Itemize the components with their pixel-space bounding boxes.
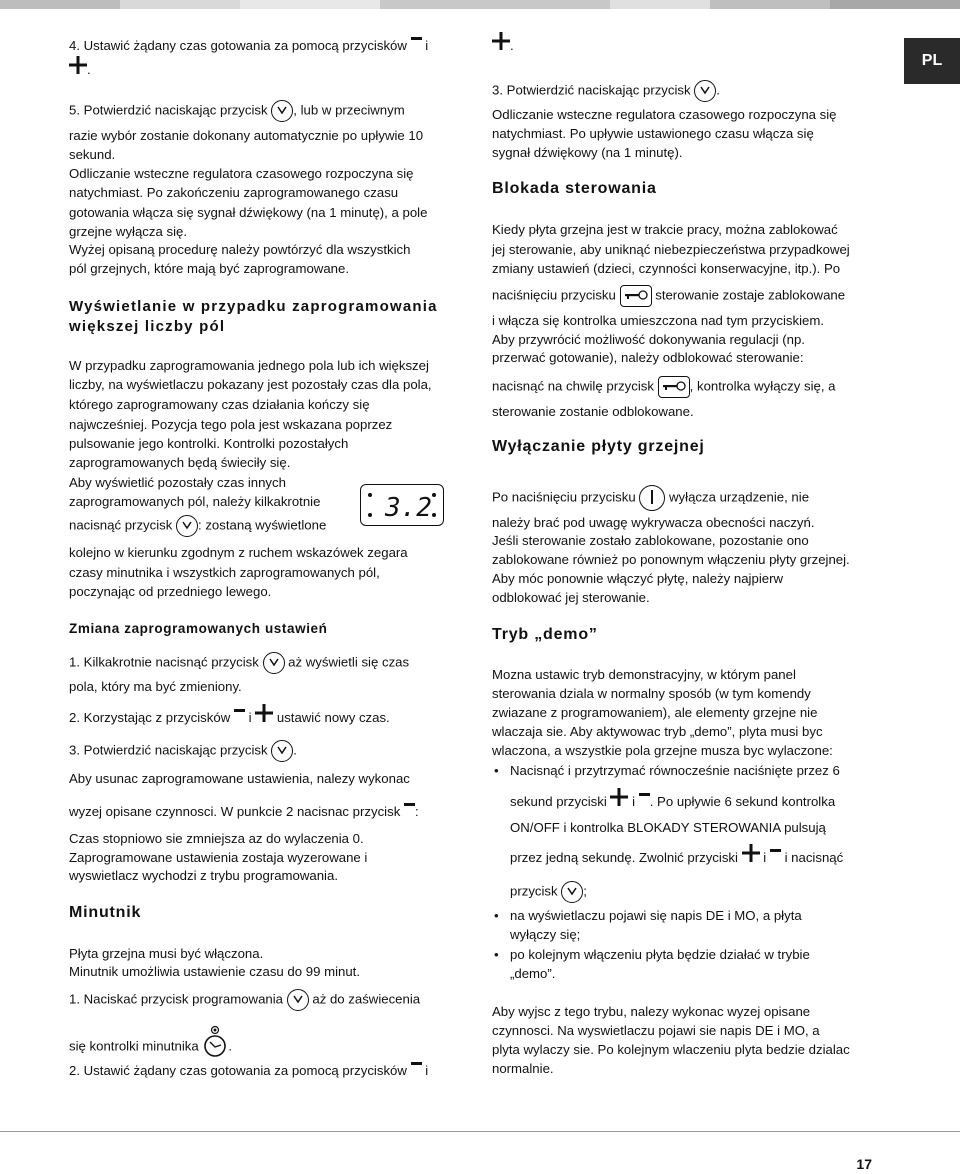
paragraph-line: Jeśli sterowanie zostało zablokowane, pozostanie ono	[492, 533, 809, 548]
paragraph-line: czynnosci. Na wyswietlaczu pojawi sie napis DE i MO, a	[492, 1023, 820, 1038]
bullet: •	[494, 908, 499, 923]
text: aż do zaświecenia	[312, 991, 421, 1007]
text: i	[632, 794, 636, 809]
paragraph-line: Kiedy płyta grzejna jest w trakcie pracy, można zablokować	[492, 222, 838, 237]
text: wyzej opisane czynnosci. W punkcie 2 nacisnac przycisk	[69, 804, 401, 819]
change-step-3	[69, 740, 297, 762]
paragraph-line: Aby przywrócić możliwość dokonywania regulacji (np.	[492, 332, 805, 347]
timer-indicator-line	[69, 1030, 232, 1064]
paragraph-line: i włącza się kontrolka umieszczona nad tym przyciskiem.	[492, 313, 824, 328]
section-heading: Tryb „demo”	[492, 626, 598, 643]
paragraph-line: Aby wyjsc z tego trybu, nalezy wykonac wyzej opisane	[492, 1004, 811, 1019]
paragraph-line: zwiazane z programowaniem), ale elementy grzejne nie	[492, 705, 818, 720]
paragraph-line: najwcześniej. Pozycja tego pola jest wskazana poprzez	[69, 417, 393, 432]
unlock-line	[492, 376, 836, 398]
confirm-button-icon	[271, 740, 293, 762]
paragraph-line: natychmiast. Po upływie ustawionego czasu włącza się	[492, 126, 814, 141]
text: wyłącza urządzenie, nie	[669, 489, 810, 505]
paragraph-line: pól grzejnych, które mają być zaprogramowane.	[69, 261, 350, 276]
plus-icon	[492, 32, 510, 50]
paragraph-line: Wyżej opisaną procedurę należy powtórzyć dla wszystkich	[69, 242, 411, 257]
text: Po naciśnięciu przycisku	[492, 489, 636, 505]
timer-display-icon	[360, 484, 444, 526]
paragraph-line: razie wybór zostanie dokonany automatycznie po upływie 10	[69, 128, 424, 143]
text: 5. Potwierdzić naciskając przycisk	[69, 102, 268, 118]
text: 1. Kilkakrotnie nacisnąć przycisk	[69, 654, 259, 670]
text: , kontrolka wyłączy się, a	[689, 378, 836, 394]
paragraph-line: wlaczona, a wszystkie pola grzejne musza byc wylaczone:	[492, 743, 833, 758]
paragraph-line: przerwać gotowanie), należy odblokować sterowanie:	[492, 350, 804, 365]
text: i	[248, 710, 252, 725]
text: nacisnąć na chwilę przycisk	[492, 378, 654, 394]
section-heading: Zmiana zaprogramowanych ustawień	[69, 621, 328, 636]
text: :	[414, 804, 419, 819]
paragraph-line: po kolejnym włączeniu płyta będzie działać w trybie	[510, 947, 810, 962]
paragraph-line: liczby, na wyświetlaczu pokazany jest pozostały czas dla pola,	[69, 377, 432, 392]
text: i nacisnąć	[784, 850, 844, 865]
text: 3. Potwierdzić naciskając przycisk	[69, 742, 268, 758]
section-heading: Blokada sterowania	[492, 180, 657, 197]
step-3-line	[492, 80, 720, 102]
text: .	[228, 1038, 233, 1054]
paragraph-line: „demo”.	[510, 966, 556, 981]
paragraph-line: Czas stopniowo sie zmniejsza az do wylaczenia 0.	[69, 831, 364, 846]
minus-icon	[404, 803, 415, 806]
paragraph-line: grzejne wyłącza się.	[69, 224, 188, 239]
text: , lub w przeciwnym	[293, 102, 405, 118]
paragraph-line: sterowania dziala w normalny sposób (w tym komendy	[492, 686, 811, 701]
change-step-2	[69, 708, 390, 728]
text: : zostaną wyświetlone	[198, 517, 327, 533]
press-button-line	[69, 515, 326, 537]
paragraph-line: jej sterowanie, aby uniknąć niebezpieczeństwa przypadkowej	[492, 242, 850, 257]
text: .	[87, 62, 91, 77]
section-heading: Wyłączanie płyty grzejnej	[492, 438, 705, 455]
confirm-button-icon	[561, 881, 583, 903]
paragraph-line: normalnie.	[492, 1061, 554, 1076]
paragraph-line: Nacisnąć i przytrzymać równocześnie naciśnięte przez 6	[510, 763, 840, 778]
display-value: 3.2	[385, 493, 432, 523]
paragraph-line: którego zaprogramowany czas działania kończy się	[69, 397, 370, 412]
demo-press-line	[510, 881, 587, 903]
paragraph-line: należy brać pod uwagę wykrywacza obecności naczyń.	[492, 515, 815, 530]
text: się kontrolki minutnika	[69, 1038, 199, 1054]
text: naciśnięciu przycisku	[492, 287, 616, 303]
text: i	[425, 1063, 429, 1078]
cancel-step-line	[69, 802, 419, 821]
text: .	[293, 742, 297, 758]
paragraph-line: sekund.	[69, 147, 116, 162]
minus-icon	[639, 793, 650, 796]
text: przycisk	[510, 883, 558, 899]
paragraph-line: Zaprogramowane ustawienia zostaja wyzerowane i	[69, 850, 368, 865]
paragraph-line: sygnał dźwiękowy (na 1 minutę).	[492, 145, 683, 160]
paragraph-line: odblokować jej sterowanie.	[492, 590, 650, 605]
text: 3. Potwierdzić naciskając przycisk	[492, 82, 691, 98]
paragraph-line: ON/OFF i kontrolka BLOKADY STEROWANIA pulsują	[510, 820, 826, 835]
paragraph-line: zaprogramowanych pól, należy kilkakrotnie	[69, 494, 321, 509]
power-line	[492, 485, 809, 511]
plus-icon	[610, 788, 628, 806]
paragraph-line: pulsowanie jego kontrolki. Kontrolki pozostałych	[69, 436, 349, 451]
minus-icon	[411, 1062, 422, 1065]
timer-clock-icon	[202, 1024, 228, 1058]
paragraph-line: Mozna ustawic tryb demonstracyjny, w którym panel	[492, 667, 796, 682]
paragraph-line: natychmiast. Po zakończeniu zaprogramowanego czasu	[69, 185, 399, 200]
key-lock-icon	[658, 376, 690, 398]
text: przez jedną sekundę. Zwolnić przyciski	[510, 850, 738, 865]
timer-step-2	[69, 1061, 428, 1080]
paragraph-line: W przypadku zaprogramowania jednego pola lub ich większej	[69, 358, 429, 373]
footer-divider	[0, 1131, 960, 1132]
minus-icon	[411, 37, 422, 40]
text: sekund przyciski	[510, 794, 607, 809]
text: i	[425, 38, 429, 53]
paragraph-line: zablokowane również po ponownym włączeniu płyty grzejnej.	[492, 552, 850, 567]
paragraph-line: Minutnik umożliwia ustawienie czasu do 99 minut.	[69, 964, 360, 979]
section-heading: większej liczby pól	[69, 318, 226, 335]
plus-line	[492, 36, 514, 56]
bullet: •	[494, 947, 499, 962]
timer-step-1	[69, 989, 420, 1011]
bullet: •	[494, 763, 499, 778]
text: sterowanie zostaje zablokowane	[655, 287, 846, 303]
plus-icon	[742, 844, 760, 862]
paragraph-line: Aby usunac zaprogramowane ustawienia, nalezy wykonac	[69, 771, 410, 786]
language-tab: PL	[904, 38, 960, 84]
paragraph-line: na wyświetlaczu pojawi się napis DE i MO, a płyta	[510, 908, 802, 923]
paragraph-line: Płyta grzejna musi być włączona.	[69, 946, 264, 961]
lock-line	[492, 285, 845, 307]
demo-buttons-line	[510, 792, 835, 812]
confirm-button-icon	[271, 100, 293, 122]
paragraph-line: wyswietlacz wychodzi z trybu programowania.	[69, 868, 338, 883]
top-color-bar	[0, 0, 960, 9]
minus-icon	[770, 849, 781, 852]
paragraph-line: Odliczanie wsteczne regulatora czasowego rozpoczyna się	[492, 107, 837, 122]
step-5-line	[69, 100, 405, 122]
key-lock-icon	[620, 285, 652, 307]
plus-line	[69, 60, 91, 80]
paragraph-line: Aby wyświetlić pozostały czas innych	[69, 475, 286, 490]
text: . Po upływie 6 sekund kontrolka	[649, 794, 836, 809]
paragraph-line: poczynając od przedniego lewego.	[69, 584, 272, 599]
paragraph-line: plyta wylaczy sie. Po kolejnym wlaczeniu plyta bedzie dzialac	[492, 1042, 850, 1057]
text: i	[763, 850, 767, 865]
text: 2. Ustawić żądany czas gotowania za pomocą przycisków	[69, 1063, 407, 1078]
paragraph-line: wyłączy się;	[510, 927, 581, 942]
section-heading: Minutnik	[69, 904, 142, 921]
paragraph-line: czasy minutnika i wszystkich zaprogramowanych pól,	[69, 565, 380, 580]
power-button-icon	[639, 485, 665, 511]
paragraph-line: sterowanie zostanie odblokowane.	[492, 404, 694, 419]
text: 4. Ustawić żądany czas gotowania za pomocą przycisków	[69, 38, 407, 53]
text: aż wyświetli się czas	[288, 654, 410, 670]
page-number: 17	[856, 1156, 872, 1172]
paragraph-line: Aby móc ponownie włączyć płytę, należy najpierw	[492, 571, 783, 586]
text: ustawić nowy czas.	[276, 710, 390, 725]
plus-icon	[69, 56, 87, 74]
section-heading: Wyświetlanie w przypadku zaprogramowania	[69, 298, 438, 315]
text: 1. Naciskać przycisk programowania	[69, 991, 284, 1007]
paragraph-line: pola, który ma być zmieniony.	[69, 679, 242, 694]
confirm-button-icon	[287, 989, 309, 1011]
plus-icon	[255, 704, 273, 722]
change-step-1	[69, 652, 409, 674]
paragraph-line: gotowania włącza się sygnał dźwiękowy (na 1 minutę), a pole	[69, 205, 428, 220]
paragraph-line: wlaczaja sie. Aby aktywowac tryb „demo”, plyta musi byc	[492, 724, 823, 739]
text: 2. Korzystając z przycisków	[69, 710, 231, 725]
paragraph-line: Odliczanie wsteczne regulatora czasowego rozpoczyna się	[69, 166, 414, 181]
confirm-button-icon	[694, 80, 716, 102]
confirm-button-icon	[263, 652, 285, 674]
demo-release-line	[510, 848, 843, 868]
paragraph-line: zmiany ustawień (dzieci, czynności konserwacyjne, itp.). Po	[492, 261, 841, 276]
paragraph-line: kolejno w kierunku zgodnym z ruchem wskazówek zegara	[69, 545, 408, 560]
text: ;	[583, 883, 587, 899]
text: nacisnąć przycisk	[69, 517, 173, 533]
step-4-line	[69, 36, 428, 55]
minus-icon	[234, 709, 245, 712]
confirm-button-icon	[176, 515, 198, 537]
text: .	[716, 82, 720, 98]
text: .	[510, 38, 514, 53]
paragraph-line: zaprogramowanych będą świeciły się.	[69, 455, 291, 470]
